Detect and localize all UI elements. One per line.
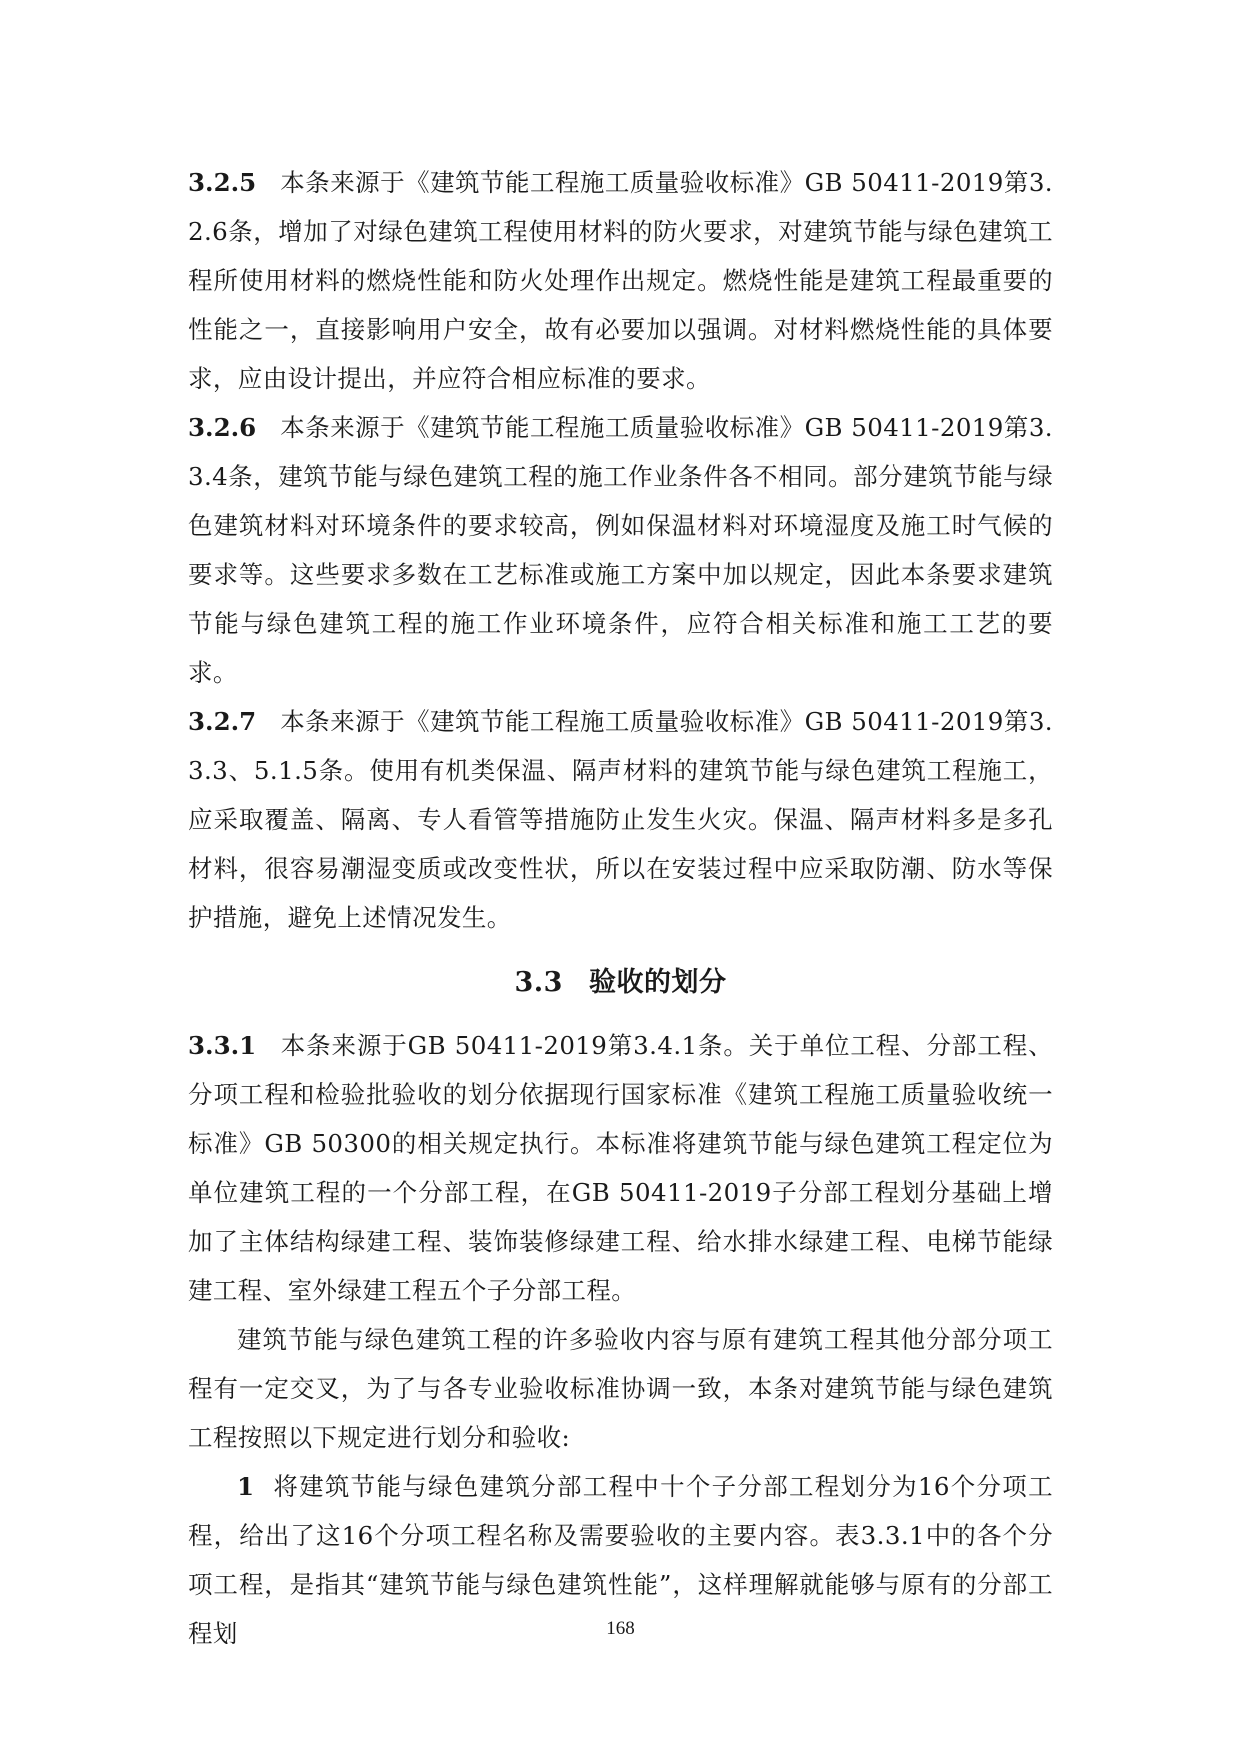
clause-3-3-1: [188, 1021, 1053, 1315]
clause-3-2-6: [188, 403, 1053, 697]
clause-number: 3.3.1: [188, 1031, 257, 1060]
clause-3-3-1-paragraph-2: 建筑节能与绿色建筑工程的许多验收内容与原有建筑工程其他分部分项工程有一定交叉，为了与各专业验收标准协调一致，本条对建筑节能与绿色建筑工程按照以下规定进行划分和验收:: [188, 1325, 1053, 1452]
clause-3-2-5: [188, 158, 1053, 403]
section-title: 验收的划分: [588, 967, 727, 998]
page-number: 168: [606, 1618, 635, 1639]
clause-text: 本条来源于《建筑节能工程施工质量验收标准》GB 50411-2019第3.3.4条，建筑节能与绿色建筑工程的施工作业条件各不相同。部分建筑节能与绿色建筑材料对环境条件的要求较高，例如保温材料对环境湿度及施工时气候的要求等。这些要求多数在工艺标准或施工方案中加以规定，因此本条要求建筑节能与绿色建筑工程的施工作业环境条件，应符合相关标准和施工工艺的要求。: [188, 413, 1053, 687]
clause-text: 本条来源于《建筑节能工程施工质量验收标准》GB 50411-2019第3.2.6条，增加了对绿色建筑工程使用材料的防火要求，对建筑节能与绿色建筑工程所使用材料的燃烧性能和防火处理作出规定。燃烧性能是建筑工程最重要的性能之一，直接影响用户安全，故有必要加以强调。对材料燃烧性能的具体要求，应由设计提出，并应符合相应标准的要求。: [188, 168, 1053, 393]
clause-text: 本条来源于《建筑节能工程施工质量验收标准》GB 50411-2019第3.3.3、5.1.5条。使用有机类保温、隔声材料的建筑节能与绿色建筑工程施工，应采取覆盖、隔离、专人看管等措施防止发生火灾。保温、隔声材料多是多孔材料，很容易潮湿变质或改变性状，所以在安装过程中应采取防潮、防水等保护措施，避免上述情况发生。: [188, 707, 1053, 932]
clause-3-2-7: [188, 697, 1053, 942]
section-number: 3.3: [514, 967, 563, 998]
list-item-text: 将建筑节能与绿色建筑分部工程中十个子分部工程划分为16个分项工程，给出了这16个分项工程名称及需要验收的主要内容。表3.3.1中的各个分项工程，是指其“建筑节能与绿色建筑性能”，这样理解就能够与原有的分部工程划: [188, 1472, 1053, 1648]
clause-number: 3.2.6: [188, 413, 257, 442]
clause-number: 3.2.7: [188, 707, 257, 736]
list-item-number: 1: [237, 1472, 255, 1501]
clause-text: 本条来源于GB 50411-2019第3.4.1条。关于单位工程、分部工程、分项工程和检验批验收的划分依据现行国家标准《建筑工程施工质量验收统一标准》GB 50300的相关规定执行。本标准将建筑节能与绿色建筑工程定位为单位建筑工程的一个分部工程，在GB 50411-2019子分部工程划分基础上增加了主体结构绿建工程、装饰装修绿建工程、给水排水绿建工程、电梯节能绿建工程、室外绿建工程五个子分部工程。: [188, 1031, 1053, 1305]
clause-number: 3.2.5: [188, 168, 257, 197]
section-heading: [188, 958, 1053, 1007]
page-content: [188, 158, 1053, 1658]
